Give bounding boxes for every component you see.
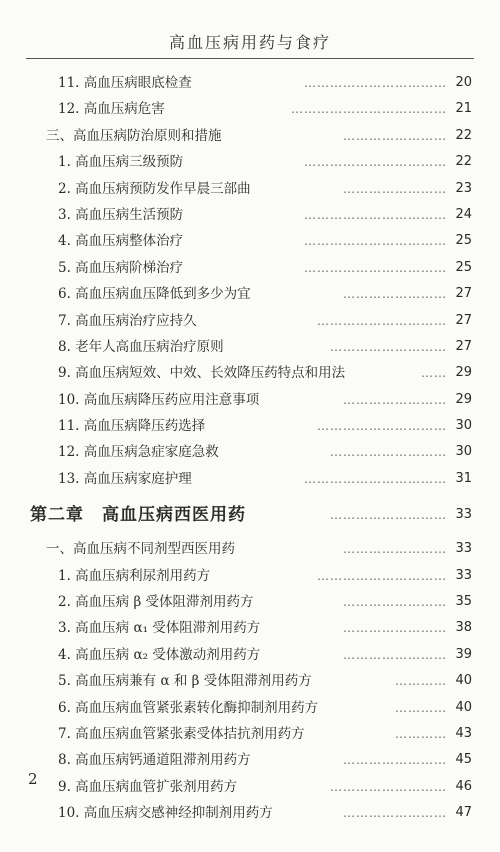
toc-item-entry[interactable] (0, 202, 500, 228)
toc-leader-dots: …………………… (343, 287, 447, 302)
toc-entry-title: 6. 高血压病血管紧张素转化酶抑制剂用药方 (58, 699, 319, 716)
toc-leader-dots: ………………………… (317, 568, 447, 583)
toc-page-number: 22 (455, 154, 472, 170)
toc-leader-dots: ………………………… (317, 313, 447, 328)
toc-page-number: 29 (455, 365, 472, 381)
toc-entry-title: 一、高血压病不同剂型西医用药 (46, 541, 235, 558)
toc-entry-title: 12. 高血压病急症家庭急救 (58, 444, 219, 461)
toc-leader-dots: …………………… (343, 806, 447, 821)
toc-item-entry[interactable] (0, 308, 500, 334)
toc-page-number: 38 (455, 620, 472, 636)
toc-entry-title: 8. 高血压病钙通道阻滞剂用药方 (58, 752, 251, 769)
toc-page-number: 39 (455, 646, 472, 662)
toc-leader-dots: ………… (395, 674, 447, 689)
toc-entry-title: 10. 高血压病降压药应用注意事项 (58, 391, 260, 408)
toc-item-entry[interactable] (0, 413, 500, 439)
toc-leader-dots: ………………………… (317, 419, 447, 434)
toc-item-entry[interactable] (0, 176, 500, 202)
toc-entry-title: 第二章 高血压病西医用药 (30, 505, 246, 526)
toc-page-number: 22 (455, 127, 472, 143)
toc-leader-dots: …………………………… (304, 76, 447, 90)
toc-leader-dots: …………………… (343, 621, 447, 636)
toc-leader-dots: …………………………… (304, 207, 447, 222)
table-of-contents (0, 70, 500, 827)
toc-leader-dots: …………………… (343, 392, 447, 407)
toc-page-number: 46 (455, 778, 472, 794)
toc-page-number: 23 (455, 180, 472, 196)
header-rule (26, 58, 474, 59)
toc-entry-title: 11. 高血压病降压药选择 (58, 418, 206, 435)
toc-item-entry[interactable] (0, 589, 500, 615)
toc-entry-title: 5. 高血压病阶梯治疗 (58, 259, 184, 276)
toc-item-entry[interactable] (0, 800, 500, 826)
toc-item-entry[interactable] (0, 642, 500, 668)
toc-item-entry[interactable] (0, 70, 500, 96)
toc-page-number: 30 (455, 444, 472, 460)
toc-page-number: 30 (455, 418, 472, 434)
toc-entry-title: 6. 高血压病血压降低到多少为宜 (58, 286, 251, 303)
toc-leader-dots: ……………………… (330, 445, 447, 460)
toc-page-number: 25 (455, 233, 472, 249)
toc-item-entry[interactable] (0, 334, 500, 360)
toc-item-entry[interactable] (0, 668, 500, 694)
toc-item-entry[interactable] (0, 747, 500, 773)
toc-item-entry[interactable] (0, 255, 500, 281)
toc-page-number: 27 (455, 286, 472, 302)
toc-entry-title: 5. 高血压病兼有 α 和 β 受体阻滞剂用药方 (58, 673, 312, 690)
toc-page-number: 40 (455, 673, 472, 689)
toc-page-number: 40 (455, 699, 472, 715)
toc-entry-title: 3. 高血压病生活预防 (58, 206, 184, 223)
toc-item-entry[interactable] (0, 96, 500, 122)
toc-item-entry[interactable] (0, 387, 500, 413)
toc-page-number: 24 (455, 206, 472, 222)
toc-item-entry[interactable] (0, 615, 500, 641)
toc-page-number: 20 (455, 75, 472, 90)
page-number: 2 (28, 770, 38, 788)
toc-entry-title: 7. 高血压病治疗应持久 (58, 312, 197, 329)
toc-item-entry[interactable] (0, 721, 500, 747)
toc-entry-title: 4. 高血压病 α₂ 受体激动剂用药方 (58, 646, 261, 663)
toc-item-entry[interactable] (0, 228, 500, 254)
toc-item-entry[interactable] (0, 774, 500, 800)
toc-entry-title: 8. 老年人高血压病治疗原则 (58, 338, 224, 355)
toc-entry-title: 13. 高血压病家庭护理 (58, 470, 192, 487)
toc-leader-dots: …………………… (343, 181, 447, 196)
toc-page-number: 35 (455, 594, 472, 610)
toc-item-entry[interactable] (0, 360, 500, 386)
toc-section-entry[interactable] (0, 536, 500, 562)
toc-leader-dots: ………… (395, 726, 447, 741)
toc-leader-dots: ……………………………… (291, 102, 447, 117)
toc-item-entry[interactable] (0, 695, 500, 721)
toc-page-number: 25 (455, 259, 472, 275)
toc-page-number: 31 (455, 470, 472, 486)
toc-entry-title: 4. 高血压病整体治疗 (58, 233, 184, 250)
toc-entry-title: 7. 高血压病血管紧张素受体拮抗剂用药方 (58, 725, 305, 742)
toc-leader-dots: ……………………… (330, 779, 447, 794)
running-head: 高血压病用药与食疗 (168, 33, 331, 52)
toc-entry-title: 1. 高血压病利尿剂用药方 (58, 567, 211, 584)
toc-leader-dots: …………………………… (304, 471, 447, 486)
toc-chapter-entry[interactable] (0, 494, 500, 536)
toc-page-number: 33 (455, 541, 472, 557)
toc-leader-dots: ………… (395, 700, 447, 715)
toc-entry-title: 2. 高血压病 β 受体阻滞剂用药方 (58, 594, 254, 611)
toc-page-number: 27 (455, 312, 472, 328)
toc-leader-dots: …………………… (343, 647, 447, 662)
toc-leader-dots: …… (421, 366, 447, 381)
toc-page-number: 27 (455, 338, 472, 354)
toc-entry-title: 12. 高血压病危害 (58, 101, 165, 118)
toc-leader-dots: …………………… (343, 753, 447, 768)
toc-entry-title: 三、高血压病防治原则和措施 (46, 127, 222, 144)
toc-item-entry[interactable] (0, 563, 500, 589)
toc-page-number: 45 (455, 752, 472, 768)
toc-leader-dots: ……………………… (330, 508, 447, 523)
toc-leader-dots: …………………… (343, 128, 447, 143)
toc-leader-dots: …………………………… (304, 260, 447, 275)
toc-page-number: 21 (455, 101, 472, 117)
toc-page-number: 47 (455, 805, 472, 821)
toc-entry-title: 3. 高血压病 α₁ 受体阻滞剂用药方 (58, 620, 261, 637)
toc-entry-title: 11. 高血压病眼底检查 (58, 75, 192, 91)
toc-entry-title: 2. 高血压病预防发作早晨三部曲 (58, 180, 251, 197)
toc-leader-dots: …………………… (343, 542, 447, 557)
toc-entry-title: 10. 高血压病交感神经抑制剂用药方 (58, 805, 273, 822)
toc-page-number: 29 (455, 391, 472, 407)
toc-section-entry[interactable] (0, 123, 500, 149)
toc-entry-title: 9. 高血压病血管扩张剂用药方 (58, 778, 238, 795)
toc-item-entry[interactable] (0, 149, 500, 175)
toc-leader-dots: ……………………… (330, 339, 447, 354)
toc-leader-dots: …………………………… (304, 155, 447, 170)
toc-entry-title: 9. 高血压病短效、中效、长效降压药特点和用法 (58, 365, 346, 382)
toc-leader-dots: …………………………… (304, 234, 447, 249)
toc-page-number: 43 (455, 725, 472, 741)
toc-entry-title: 1. 高血压病三级预防 (58, 154, 184, 171)
toc-item-entry[interactable] (0, 466, 500, 492)
toc-leader-dots: …………………… (343, 595, 447, 610)
toc-item-entry[interactable] (0, 439, 500, 465)
toc-page-number: 33 (455, 507, 472, 523)
toc-page-number: 33 (455, 567, 472, 583)
toc-item-entry[interactable] (0, 281, 500, 307)
